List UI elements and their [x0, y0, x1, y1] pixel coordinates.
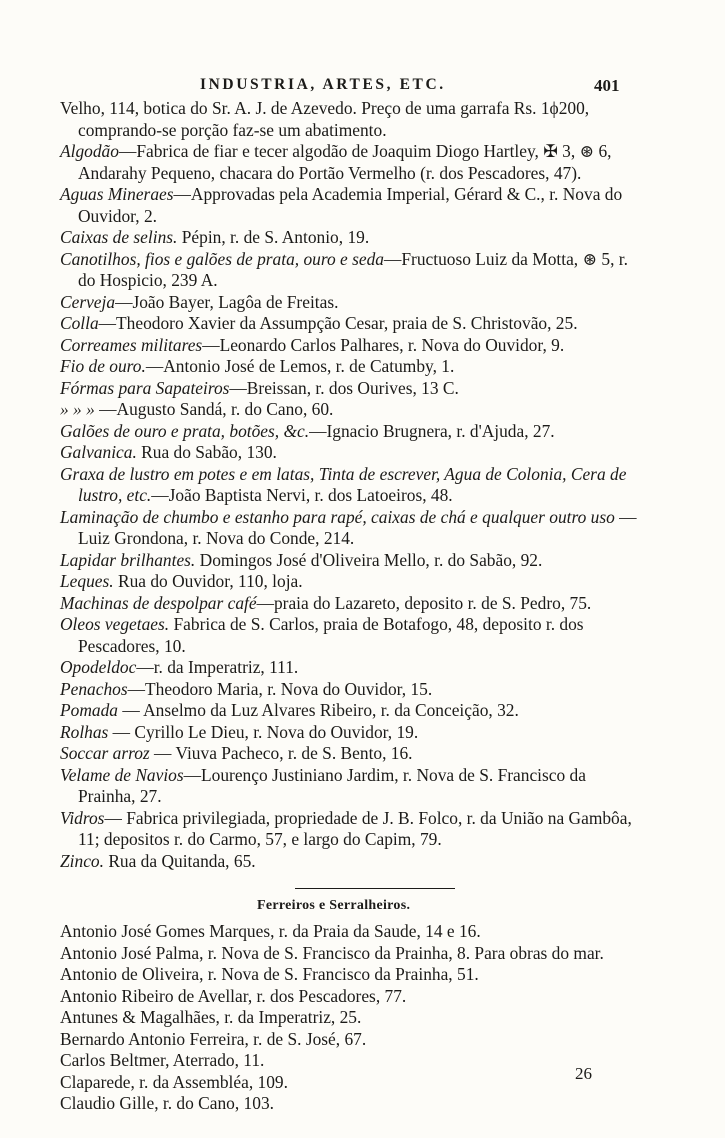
entry-term: Graxa de lustro em potes e em latas, Tinta de escrever, Agua de Colonia, Cera de lustro, etc.: [60, 463, 627, 505]
entry-term: Oleos vegetaes.: [60, 614, 170, 634]
entry-text: — Fabrica privilegiada, propriedade de J. B. Folco, r. da União na Gambôa, 11; depositos r. do Carmo, 57, e largo do Capim, 79.: [78, 807, 632, 849]
directory-entry: [60, 399, 642, 421]
directory-entry: [60, 227, 642, 249]
entry-term: Galões de ouro e prata, botões, &c.: [60, 420, 310, 441]
directory-entry: [60, 313, 642, 335]
entry-term: » » »: [60, 399, 95, 419]
trade-entry-list: [60, 98, 642, 872]
directory-entry: [60, 292, 642, 314]
directory-entry: [60, 722, 642, 744]
entry-text: — Luiz Grondona, r. Nova do Conde, 214.: [78, 506, 637, 548]
directory-entry: [60, 614, 642, 657]
directory-entry: [60, 335, 642, 357]
entry-text: — Viuva Pacheco, r. de S. Bento, 16.: [149, 743, 413, 763]
entry-term: Lapidar brilhantes.: [60, 549, 196, 570]
entry-text: —Ignacio Brugnera, r. d'Ajuda, 27.: [309, 420, 555, 441]
entry-term: Fórmas para Sapateiros: [60, 377, 230, 398]
directory-entry: [60, 851, 642, 873]
section-entry-list: [60, 921, 642, 1115]
directory-entry: [60, 378, 642, 400]
entry-text: —Breissan, r. dos Ourives, 13 C.: [229, 377, 459, 398]
entry-text: Velho, 114, botica do Sr. A. J. de Azevedo. Preço de uma garrafa Rs. 1ϕ200, comprando-se porção faz-se um abatimento.: [60, 98, 590, 140]
entry-term: Leques.: [60, 571, 114, 591]
entry-term: Velame de Navios: [60, 764, 184, 785]
entry-term: Algodão: [60, 141, 119, 161]
entry-text: —Theodoro Maria, r. Nova do Ouvidor, 15.: [127, 678, 433, 699]
entry-term: Galvanica.: [60, 442, 137, 462]
entry-text: —r. da Imperatriz, 111.: [136, 657, 299, 677]
directory-entry: [60, 765, 642, 808]
directory-entry: [60, 550, 642, 572]
entry-text: Fabrica de S. Carlos, praia de Botafogo, 48, deposito r. dos Pescadores, 10.: [78, 614, 584, 656]
directory-entry: [60, 442, 642, 464]
page-header: [0, 76, 725, 100]
directory-entry: [60, 571, 642, 593]
entry-text: —Leonardo Carlos Palhares, r. Nova do Ouvidor, 9.: [202, 334, 565, 355]
section-divider: [295, 888, 455, 889]
entry-term: Laminação de chumbo e estanho para rapé, caixas de chá e qualquer outro uso: [60, 506, 615, 527]
running-head: INDUSTRIA, ARTES, ETC.: [200, 76, 446, 93]
directory-entry: [60, 464, 642, 507]
entry-term: Cerveja: [60, 291, 116, 312]
entry-term: Aguas Mineraes: [60, 184, 174, 204]
entry-term: Soccar arroz: [60, 743, 150, 763]
entry-text: —João Bayer, Lagôa de Freitas.: [115, 291, 339, 312]
smith-entry: Carlos Beltmer, Aterrado, 11.: [60, 1050, 265, 1070]
entry-term: Opodeldoc: [60, 657, 137, 677]
directory-entry: [60, 421, 642, 443]
smith-entry: Claparede, r. da Assembléa, 109.: [60, 1071, 288, 1092]
entry-text: Rua do Ouvidor, 110, loja.: [113, 571, 303, 591]
directory-entry: [60, 743, 642, 765]
entry-text: —praia do Lazareto, deposito r. de S. Pedro, 75.: [256, 592, 592, 613]
entry-text: Rua do Sabão, 130.: [136, 442, 277, 462]
entry-term: Correames militares: [60, 334, 203, 355]
entry-term: Rolhas: [60, 721, 109, 742]
entry-term: Pomada: [60, 700, 118, 720]
entry-term: Caixas de selins.: [60, 227, 178, 247]
entry-term: Zinco.: [60, 850, 104, 871]
entry-term: Machinas de despolpar café: [60, 592, 257, 613]
directory-entry: [60, 98, 642, 141]
directory-entry: [60, 808, 642, 851]
entry-text: Domingos José d'Oliveira Mello, r. do Sabão, 92.: [195, 549, 543, 570]
entry-term: Colla: [60, 313, 99, 333]
directory-entry: [60, 141, 642, 184]
directory-entry: [60, 679, 642, 701]
smith-entry: Antonio José Palma, r. Nova de S. Francisco da Prainha, 8. Para obras do mar.: [60, 942, 604, 963]
entry-text: —Approvadas pela Academia Imperial, Gérard & C., r. Nova do Ouvidor, 2.: [78, 184, 623, 226]
entry-text: —Fabrica de fiar e tecer algodão de Joaquim Diogo Hartley, ✠ 3, ⊛ 6, Andarahy Pequeno, chacara do Portão Vermelho (r. dos Pescadores, 47).: [78, 141, 612, 183]
entry-term: Penachos: [60, 678, 128, 699]
smith-entry: Antonio de Oliveira, r. Nova de S. Francisco da Prainha, 51.: [60, 964, 479, 984]
entry-text: —Antonio José de Lemos, r. de Catumby, 1.: [145, 356, 455, 376]
directory-entry: [60, 507, 642, 550]
entry-text: —Theodoro Xavier da Assumpção Cesar, praia de S. Christovão, 25.: [98, 313, 578, 333]
entry-text: Pépin, r. de S. Antonio, 19.: [177, 227, 370, 247]
entry-text: — Cyrillo Le Dieu, r. Nova do Ouvidor, 19.: [108, 721, 419, 742]
entry-text: —Fructuoso Luiz da Motta, ⊛ 5, r. do Hospicio, 239 A.: [78, 248, 628, 290]
smith-entry: Claudio Gille, r. do Cano, 103.: [60, 1093, 274, 1113]
entry-text: — Anselmo da Luz Alvares Ribeiro, r. da Conceição, 32.: [117, 700, 519, 720]
smith-entry: Bernardo Antonio Ferreira, r. de S. José, 67.: [60, 1028, 367, 1049]
directory-entry: [60, 593, 642, 615]
smith-entry: Antonio Ribeiro de Avellar, r. dos Pescadores, 77.: [60, 985, 407, 1006]
entry-text: —Augusto Sandá, r. do Cano, 60.: [94, 399, 334, 419]
section-title: Ferreiros e Serralheiros.: [257, 898, 411, 913]
entry-term: Fio de ouro.: [60, 356, 146, 376]
directory-entry: [60, 700, 642, 722]
directory-body: [60, 98, 642, 1115]
directory-entry: [60, 657, 642, 679]
entry-text: —João Baptista Nervi, r. dos Latoeiros, 48.: [151, 485, 453, 505]
page-number: 401: [594, 76, 620, 95]
smith-entry: Antunes & Magalhães, r. da Imperatriz, 25.: [60, 1007, 362, 1027]
entry-text: —Lourenço Justiniano Jardim, r. Nova de S. Francisco da Prainha, 27.: [78, 764, 586, 806]
directory-entry: [60, 356, 642, 378]
directory-entry: [60, 249, 642, 292]
smith-entry: Antonio José Gomes Marques, r. da Praia da Saude, 14 e 16.: [60, 921, 481, 941]
directory-entry: [60, 184, 642, 227]
entry-term: Canotilhos, fios e galões de prata, ouro e seda: [60, 248, 384, 269]
entry-text: Rua da Quitanda, 65.: [103, 850, 256, 871]
entry-term: Vidros: [60, 807, 105, 828]
signature-mark: 26: [575, 1064, 592, 1083]
